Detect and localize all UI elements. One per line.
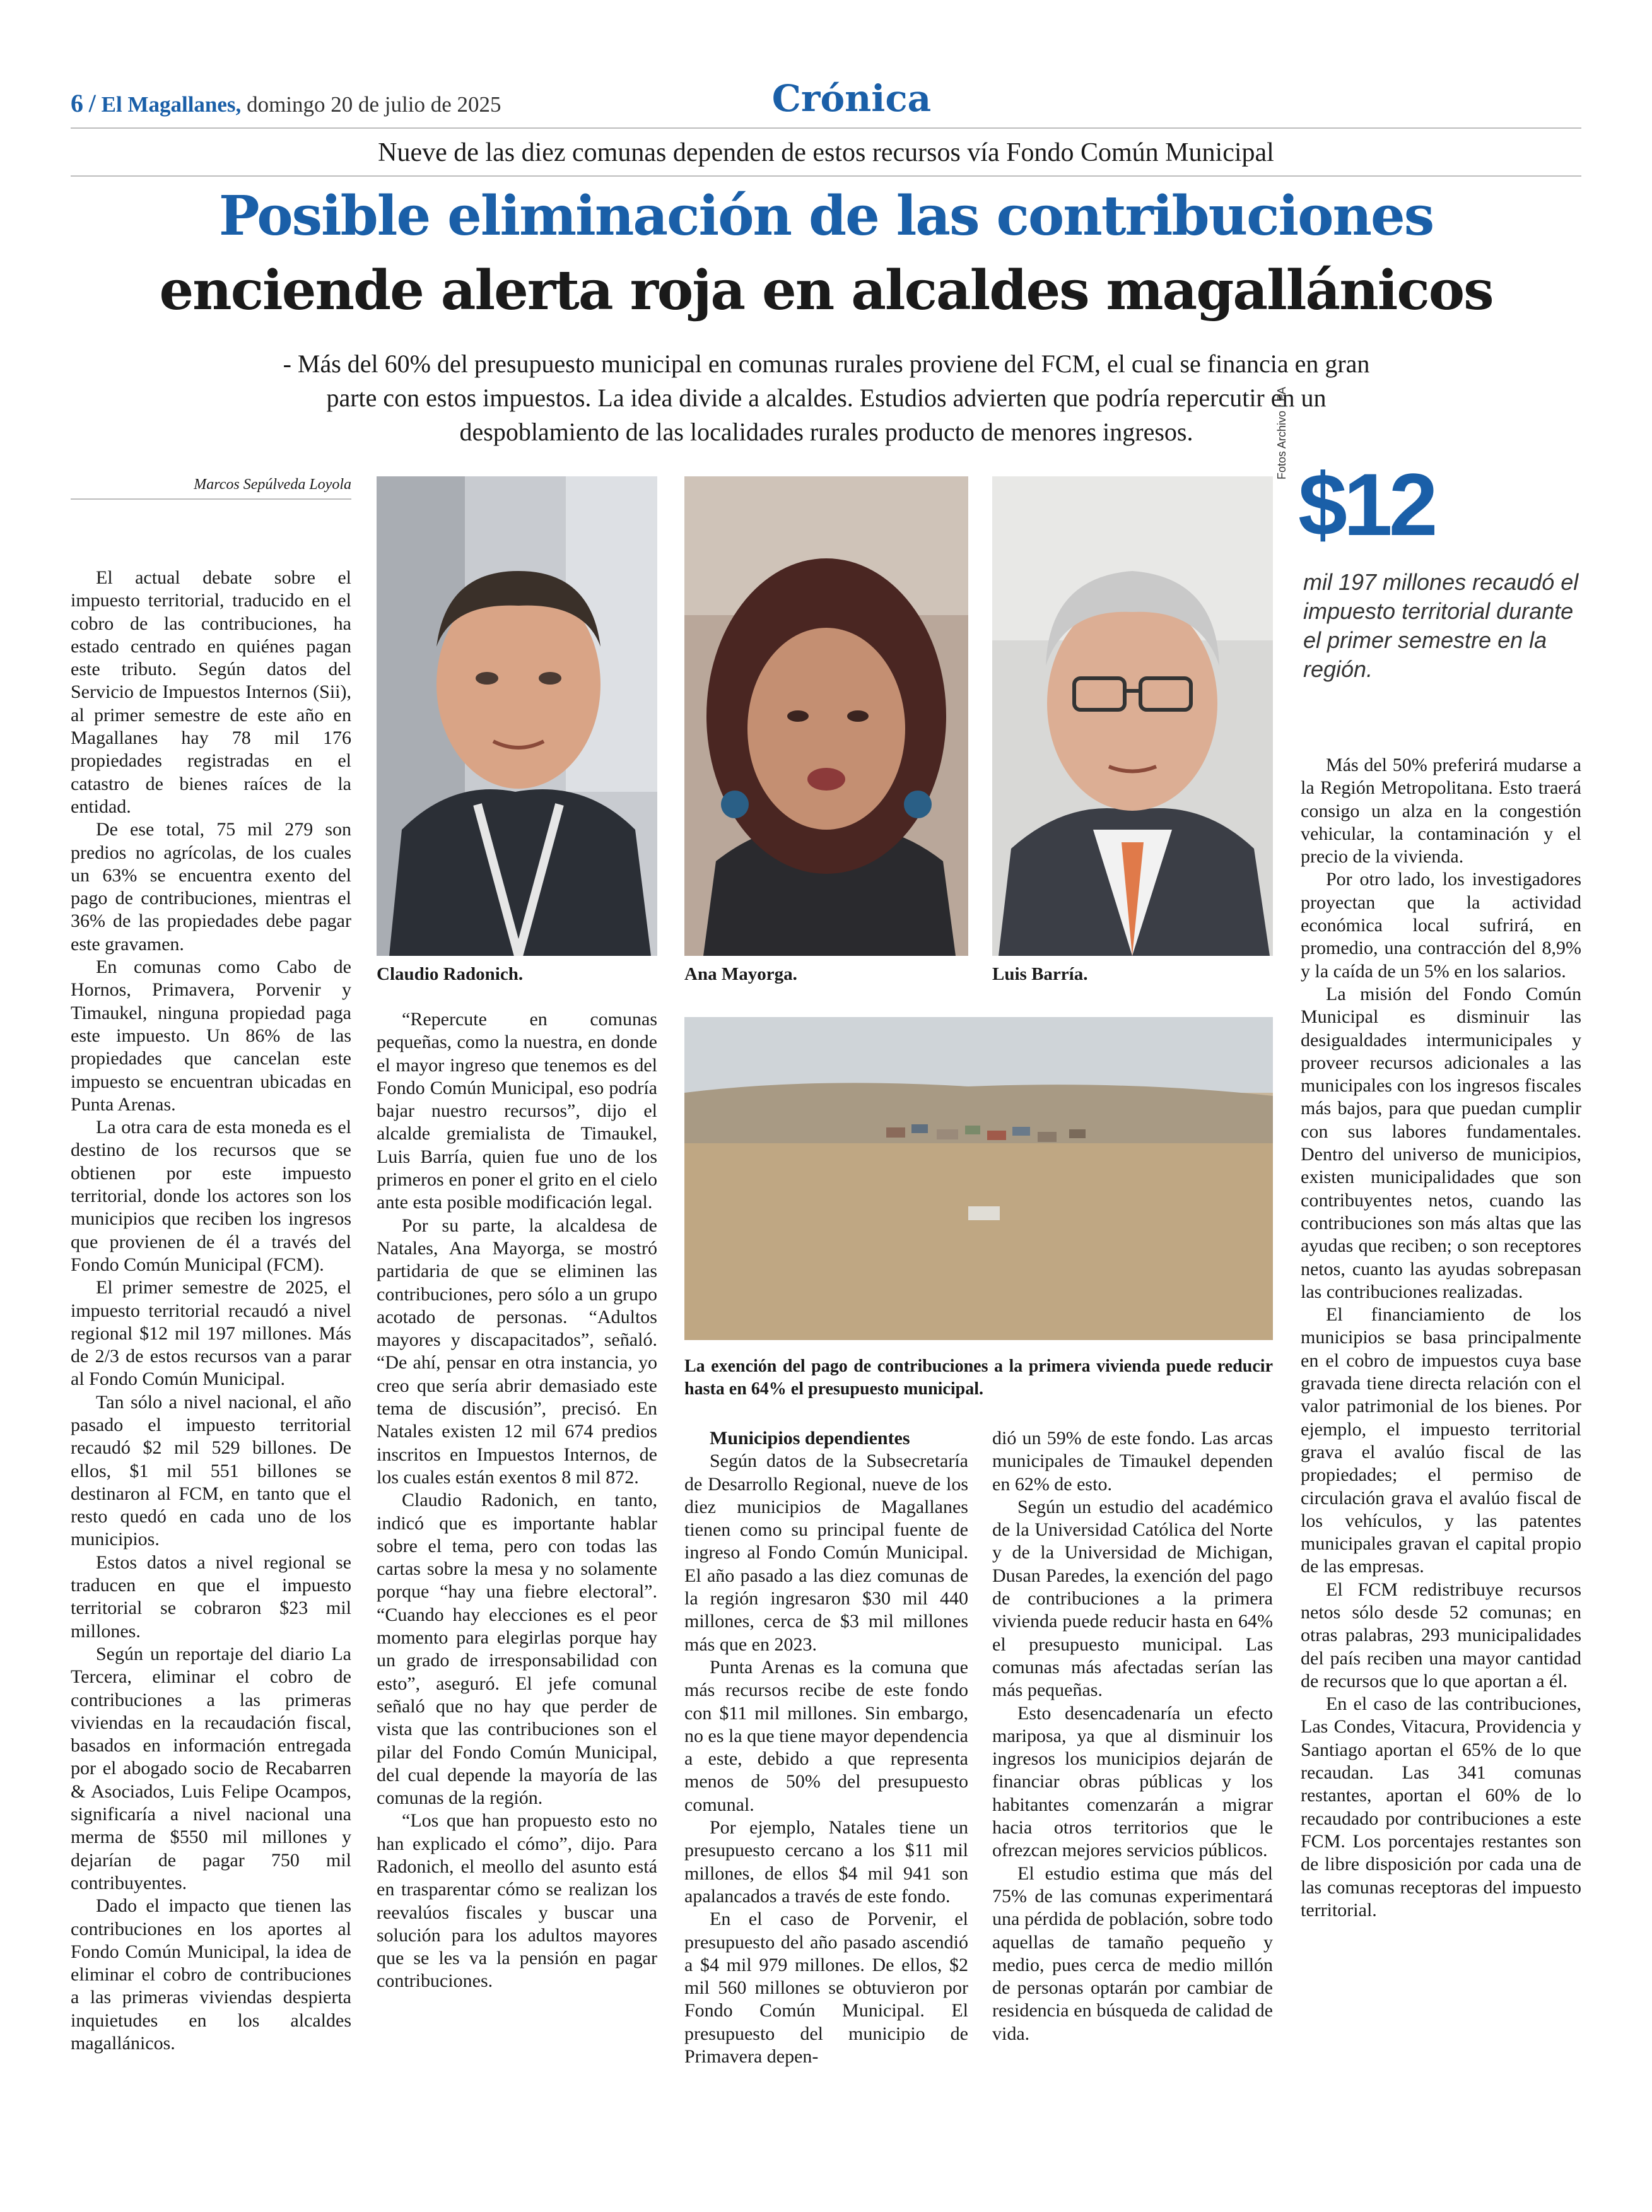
photo-claudio-radonich [377, 476, 657, 956]
paragraph: Tan sólo a nivel nacional, el año pasado el impuesto territorial recaudó $2 mil 529 billones. De ellos, $1 mil 551 billones se destinaron al FCM, en tanto que el resto quedó en cada uno de los municipios. [71, 1391, 351, 1550]
paragraph: “Repercute en comunas pequeñas, como la nuestra, en donde el mayor ingreso que tenemos es del Fondo Común Municipal, eso podría bajar nuestro recursos”, dijo el alcalde gremialista de Timaukel, Luis Barría, quien fue uno de los primeros en poner el grito en el cielo ante esta posible modificación legal. [377, 1009, 657, 1213]
paragraph: El actual debate sobre el impuesto territorial, traducido en el cobro de las contribuciones, ha estado centrado en quiénes pagan este tributo. Según datos del Servicio de Impuestos Internos (Sii), al primer semestre de este año en Magallanes hay 78 mil 176 propiedades registradas en el catastro de bienes raíces de la entidad. [71, 567, 351, 817]
paragraph: El primer semestre de 2025, el impuesto territorial recaudó a nivel regional $12 mil 197 millones. Más de 2/3 de estos recursos van a parar al Fondo Común Municipal. [71, 1277, 351, 1390]
paragraph: En el caso de las contribuciones, Las Condes, Vitacura, Providencia y Santiago aportan el 65% de lo que recaudan. Las 341 comunas restantes, aportan el 60% de lo recaudado por contribuciones a este FCM. Los porcentajes restantes son de libre disposición por cada una de las comunas receptoras del impuesto territorial. [1301, 1693, 1581, 1921]
section-title: Crónica [771, 77, 932, 120]
caption-luis-barria: Luis Barría. [992, 964, 1088, 984]
article-column-3 [684, 1427, 968, 2068]
paragraph: Por ejemplo, Natales tiene un presupuesto cercano a los $11 mil millones, de ellos $4 mil 941 son apalancados a través de este fondo. [684, 1817, 968, 1907]
paragraph: El financiamiento de los municipios se basa principalmente en el cobro de impuestos cuya base gravada tiene directa relación con el valor patrimonial de los bienes. Por ejemplo, el impuesto territorial grava el avalúo fiscal de las propiedades; el permiso de circulación grava el avalúo fiscal de los vehículos, y las patentes municipales gravan el capital propio de las empresas. [1301, 1304, 1581, 1577]
article-column-1 [71, 567, 351, 2055]
headline-line-2: enciende alerta roja en alcaldes magallánicos [159, 259, 1493, 322]
paragraph: Por su parte, la alcaldesa de Natales, Ana Mayorga, se mostró partidaria de que se eliminen las contribuciones, pero sólo a un grupo acotado de personas. “Adultos mayores y discapacitados”, señaló. “De ahí, pensar en otra instancia, yo creo que sería abrir demasiado este tema de discusión”, precisó. En Natales existen 12 mil 674 predios inscritos en Impuestos Internos, de los cuales están exentos 8 mil 872. [377, 1215, 657, 1488]
paragraph: De ese total, 75 mil 279 son predios no agrícolas, de los cuales un 63% se encuentra exento del pago de contribuciones, mientras el 36% de las propiedades debe pagar este gravamen. [71, 819, 351, 955]
paragraph: Más del 50% preferirá mudarse a la Región Metropolitana. Esto traerá consigo un alza en la congestión vehicular, la contaminación y el precio de la vivienda. [1301, 755, 1581, 868]
portrait-man-lanyard [377, 476, 657, 956]
paragraph: La misión del Fondo Común Municipal es disminuir las desigualdades intermunicipales y proveer recursos adicionales a las municipales con los ingresos fiscales más bajos, para que puedan cumplir con sus labores fundamentales. Dentro del universo de municipios, existen municipalidades que son contribuyentes netos, cuando las contribuciones son más altas que las ayudas que reciben; o son receptores netos, cuanto las ayudas sobrepasan las contribuciones realizadas. [1301, 983, 1581, 1302]
article-column-5 [1301, 754, 1581, 1922]
photo-luis-barria [992, 476, 1273, 956]
paragraph: Por otro lado, los investigadores proyectan que la actividad económica local sufrirá, en promedio, una contracción del 8,9% y la caída de un 5% en los salarios. [1301, 869, 1581, 982]
subheading: Municipios dependientes [710, 1428, 910, 1449]
newspaper-name: El Magallanes, [101, 92, 242, 117]
paragraph: El estudio estima que más del 75% de las comunas experimentará una pérdida de población, sobre todo aquellas de tamaño pequeño y medio, pues cerca de medio millón de personas optarán por cambiar de residencia en búsqueda de calidad de vida. [992, 1862, 1273, 2044]
paragraph: Claudio Radonich, en tanto, indicó que es importante hablar sobre el tema, pero con todas las cartas sobre la mesa y no solamente porque “hay una fiebre electoral”. “Cuando hay elecciones es el peor momento para elegirlas porque hay un grado de irresponsabilidad con esto”, aseguró. El jefe comunal señaló que no hay que perder de vista que las contribuciones son el pilar del Fondo Común Municipal, del cual depende la mayoría de las comunas de la región. [377, 1490, 657, 1809]
paragraph: En comunas como Cabo de Hornos, Primavera, Porvenir y Timaukel, ninguna propiedad paga este impuesto. Un 86% de las propiedades que cancelan este impuesto se encuentran ubicadas en Punta Arenas. [71, 956, 351, 1115]
portrait-man-glasses [992, 476, 1273, 956]
top-rule [71, 127, 1581, 129]
article-column-4 [992, 1427, 1273, 2045]
landscape-caption: La exención del pago de contribuciones a la primera vivienda puede reducir hasta en 64% el presupuesto municipal. [684, 1356, 1273, 1399]
photo-landscape [684, 1017, 1273, 1340]
paragraph: Dado el impacto que tienen las contribuciones en los aportes al Fondo Común Municipal, la idea de eliminar el cobro de contribuciones a las primeras viviendas despierta inquietudes en los alcaldes magallánicos. [71, 1895, 351, 2054]
portrait-woman [684, 476, 968, 956]
paragraph: En el caso de Porvenir, el presupuesto del año pasado ascendió a $4 mil 979 millones. De ellos, $2 mil 560 millones se obtuvieron por Fondo Común Municipal. El presupuesto del municipio de Primavera depen- [684, 1909, 968, 2068]
caption-ana-mayorga: Ana Mayorga. [684, 964, 797, 984]
header-separator: / [88, 89, 96, 117]
stat-text: mil 197 millones recaudó el impuesto territorial durante el primer semestre en la región. [1303, 569, 1579, 682]
paragraph: “Los que han propuesto esto no han explicado el cómo”, dijo. Para Radonich, el meollo del asunto está en trasparentar cómo se realizan los reevalúos fiscales y buscar una solución para los adultos mayores que se les va la pensión en pagar contribuciones. [377, 1810, 657, 1992]
paragraph: Según datos de la Subsecretaría de Desarrollo Regional, nueve de los diez municipios de Magallanes tienen como su principal fuente de ingreso al Fondo Común Municipal. El año pasado a las diez comunas de la región ingresaron $30 mil 440 millones, cerca de $3 mil millones más que en 2023. [684, 1450, 968, 1655]
kicker-rule [71, 175, 1581, 177]
deck: - Más del 60% del presupuesto municipal en comunas rurales proviene del FCM, el cual se financia en gran parte con estos impuestos. La idea divide a alcaldes. Estudios advierten que podría repercutir en un despoblamiento de las localidades rurales producto de menores ingresos. [283, 350, 1370, 446]
paragraph: Esto desencadenaría un efecto mariposa, ya que al disminuir los ingresos los municipios dejarán de financiar obras públicas y los habitantes comenzarán a migrar hacia otros territorios que le ofrezcan mejores servicios públicos. [992, 1702, 1273, 1861]
landscape-village [684, 1017, 1273, 1340]
caption-claudio-radonich: Claudio Radonich. [377, 964, 524, 984]
byline: Marcos Sepúlveda Loyola [71, 476, 351, 500]
page-number: 6 [71, 89, 83, 117]
paragraph: El FCM redistribuye recursos netos sólo desde 52 comunas; en otras palabras, 293 municipalidades del país reciben una mayor cantidad de recursos que lo que aportan a él. [1301, 1579, 1581, 1691]
paragraph: Según un estudio del académico de la Universidad Católica del Norte y de la Universidad de Michigan, Dusan Paredes, la exención del pago de contribuciones a la primera vivienda puede reducir hasta en 64% el presupuesto municipal. Las comunas más afectadas serían las más pequeñas. [992, 1496, 1273, 1701]
article-column-2 [377, 1008, 657, 1993]
paragraph: Según un reportaje del diario La Tercera, eliminar el cobro de contribuciones a las primeras viviendas en la recaudación fiscal, basados en información entregada por el abogado socio de Recabarren & Asociados, Luis Felipe Ocampos, significaría a nivel nacional una merma de $550 mil millones y dejarían de pagar 750 mil contribuyentes. [71, 1643, 351, 1893]
paragraph: Punta Arenas es la comuna que más recursos recibe de este fondo con $11 mil millones. Sin embargo, no es la que tiene mayor dependencia a este, debido a que representa menos de 50% del presupuesto comunal. [684, 1656, 968, 1815]
stat-figure: $12 [1298, 455, 1434, 554]
paragraph: dió un 59% de este fondo. Las arcas municipales de Timaukel dependen en 62% de esto. [992, 1428, 1273, 1495]
headline-line-1: Posible eliminación de las contribuciones [218, 184, 1434, 248]
photo-ana-mayorga [684, 476, 968, 956]
page-header [71, 88, 501, 118]
issue-date: domingo 20 de julio de 2025 [247, 92, 501, 117]
paragraph: La otra cara de esta moneda es el destino de los recursos que se obtienen por este impuesto territorial, donde los actores son los municipios que reciben los ingresos que provienen de él a través del Fondo Común Municipal (FCM). [71, 1117, 351, 1275]
photo-credit: Fotos Archivo LPA [1275, 387, 1288, 479]
paragraph: Estos datos a nivel regional se traducen en que el impuesto territorial se cobraron $23 mil millones. [71, 1551, 351, 1642]
kicker: Nueve de las diez comunas dependen de estos recursos vía Fondo Común Municipal [378, 138, 1274, 167]
